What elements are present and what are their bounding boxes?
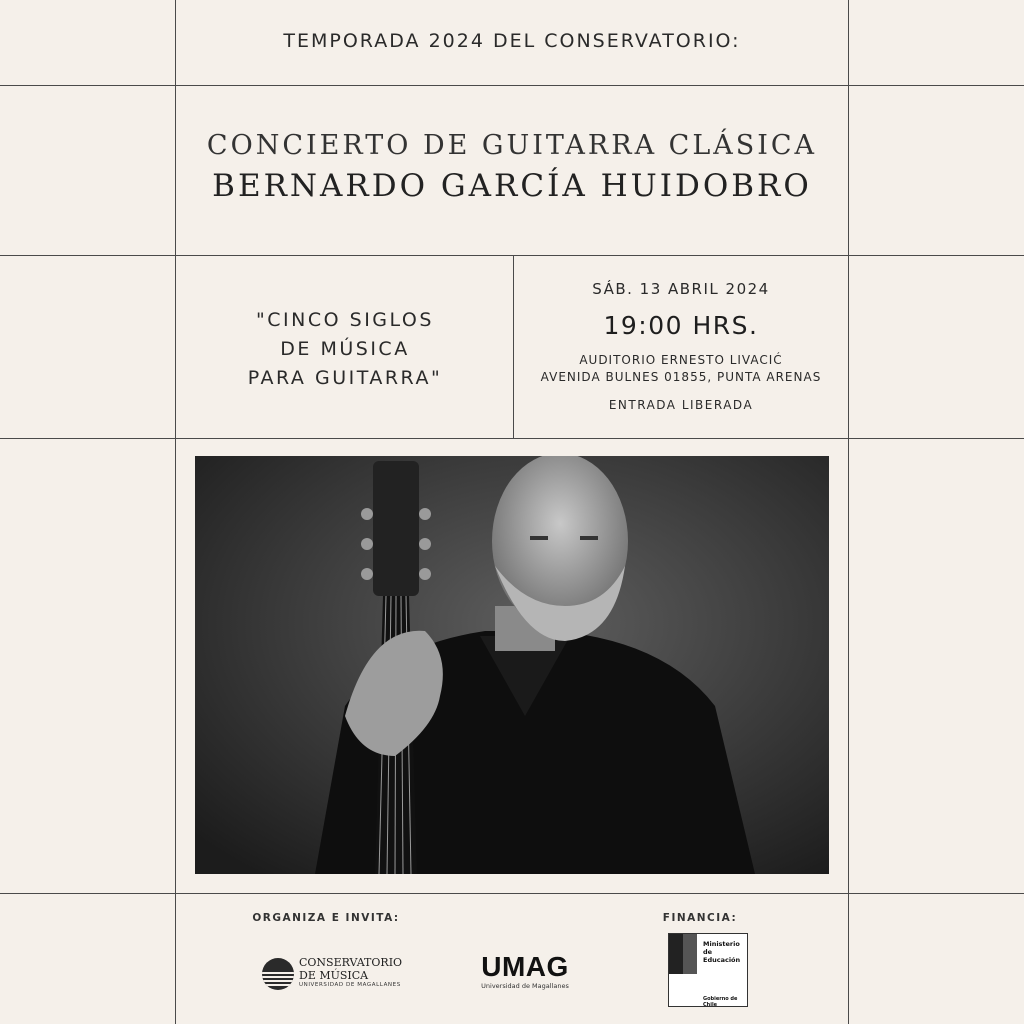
grid-line-footer-top (0, 893, 1024, 894)
conservatorio-logo (262, 956, 412, 992)
program-title (176, 306, 514, 393)
event-date: SÁB. 13 ABRIL 2024 (592, 280, 770, 298)
government-label: Gobierno de Chile (703, 996, 738, 1008)
program-title-line: "CINCO SIGLOS (256, 309, 434, 331)
umag-logo (470, 952, 580, 990)
event-time: 19:00 HRS. (603, 311, 759, 340)
season-heading: TEMPORADA 2024 DEL CONSERVATORIO: (283, 30, 741, 52)
ministry-logo (668, 933, 748, 1007)
artist-photo (195, 456, 829, 874)
grid-line-info-bottom (0, 438, 1024, 439)
program-title-line: PARA GUITARRA" (247, 367, 443, 389)
organizer-label: ORGANIZA E INVITA: (252, 912, 400, 924)
conservatorio-name: CONSERVATORIO (299, 956, 403, 969)
program-title-line: DE MÚSICA (280, 338, 410, 360)
umag-tagline: Universidad de Magallanes (481, 982, 569, 990)
chile-flag-icon (669, 934, 697, 974)
grid-line-right (848, 0, 849, 1024)
admission-note: ENTRADA LIBERADA (608, 398, 754, 412)
funder-label: FINANCIA: (662, 912, 738, 924)
conservatorio-name-2: DE MÚSICA (299, 969, 369, 982)
ministry-name: Ministerio de Educación (703, 940, 741, 964)
artist-name: BERNARDO GARCÍA HUIDOBRO (212, 168, 812, 204)
grid-line-title-bottom (0, 255, 1024, 256)
event-venue (514, 352, 848, 386)
venue-address: AVENIDA BULNES 01855, PUNTA ARENAS (540, 370, 822, 384)
venue-name: AUDITORIO ERNESTO LIVACIĆ (579, 353, 783, 367)
concert-subtitle: CONCIERTO DE GUITARRA CLÁSICA (206, 130, 818, 161)
conservatorio-emblem-icon (262, 958, 294, 990)
grid-line-top (0, 85, 1024, 86)
conservatorio-university: UNIVERSIDAD DE MAGALLANES (299, 982, 401, 988)
umag-name: UMAG (481, 951, 569, 982)
